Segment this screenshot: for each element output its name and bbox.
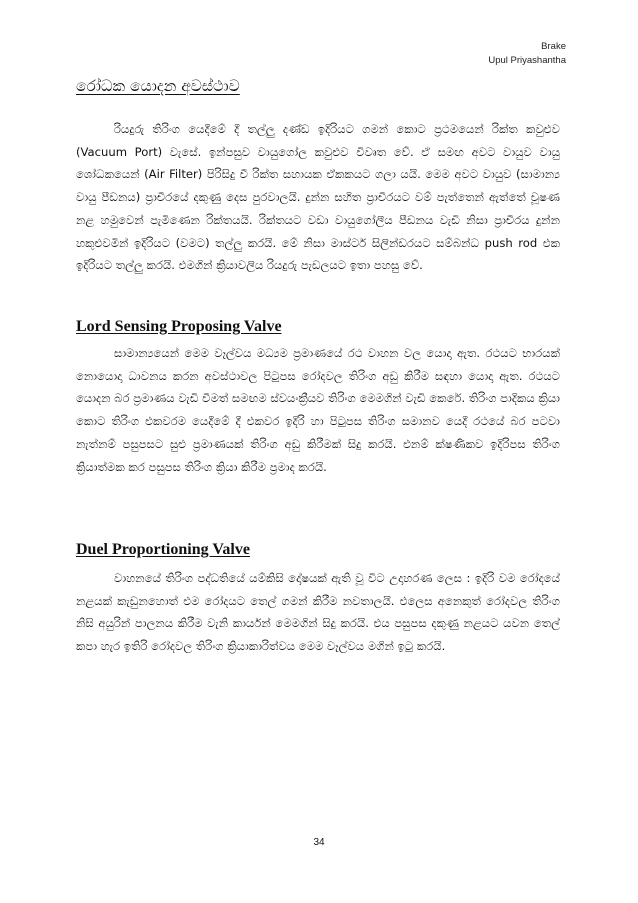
section-body-dual-proportioning-valve: වාහනයේ තිරිංග පද්ධතියේ යම්කිසි දෝෂයක් ඇති වූ විට උදාහරණ ලෙස : ඉදිරි වම රෝදයේ නළයක් කැඩුනහොත් එම රෝදයට තෙල් ගමන් කිරීම නවතාලයි. එලෙස අනෙකුත් රෝදවල තිරිංග නිසි අයුරින් පාලනය කිරීම වැනි කාර්යන් මෙමගින් සිදු කරයි. එය පසුපස දකුණු නළයට යවන තෙල් කපා හැර ඉතිරි රෝදවල තිරිංග ක්‍රියාකාරිත්වය මෙම වෑල්වය මගින් ඉටු කරයි. — [76, 571, 560, 654]
section-body-brake-application: රියදුරු තිරිංග යෙදීමේ දී තල්ලු දණ්ඩ ඉදිරියට ගමන් කොට ප්‍රථමයෙන් රික්ත කවුළුව (Vacuum Port) වැසේ. ඉන්පසුව වායුගෝල කවුළුව විවෘත වේ. ඒ සමඟ අවට වායුව වායු ශෝධකයෙන් (Air Filter) පිරිසිදු වී රික්ත සහායක ඒකකයට ගලා යයි. මෙම අවට වායුව (සාමාන්‍ය වායු පීඩනය) ප්‍රාචීරයේ දකුණු දෙස පුරවාලයි. දුන්න සහිත ප්‍රාචීරයට වම් පැත්තෙන් ඇත්තේ චූෂණ නළ හමුවෙන් පැමිණෙන රික්තයයි. රික්තයට වඩා වායුගෝලීය පීඩනය වැඩි නිසා ප්‍රාචීරය දුන්න හකුළුවමින් ඉදිරියට (වමට) තල්ලු කරයි. මේ නිසා මාස්ටර් සිලින්ඩරයට සම්බන්ධ push rod එක ඉදිරියට තල්ලු කරයි. එමගින් ක්‍රියාවලිය රියදුරු පැඩලයට ඉතා පහසු වේ. — [76, 122, 560, 273]
header-author: Upul Priyashantha — [488, 55, 566, 66]
section-title-brake-application: රෝධක යොදන අවස්ථාව — [76, 77, 240, 95]
page-header — [488, 40, 566, 68]
header-title: Brake — [541, 41, 566, 52]
page-number: 34 — [313, 837, 325, 848]
section-title-dual-proportioning-valve: Duel Proportioning Valve — [76, 541, 250, 558]
section-title-load-sensing-valve: Lord Sensing Proposing Valve — [76, 318, 282, 335]
section-body-load-sensing-valve: සාමාන්‍යයෙන් මෙම වෑල්වය මධ්‍යම ප්‍රමාණයේ රථ වාහන වල යොදා ඇත. රථයට භාරයක් නොයොදා ධාවනය කරන අවස්ථාවල පිටුපස රෝදවල තිරිංග අඩු කිරීම සඳහා යොදා ඇත. රථයට යොදන බර ප්‍රමාණය වැඩි වීමත් සමඟම ස්වයංක්‍රීයව තිරිංග මෙමගින් වැඩි කෙරේ. තිරිංග පාදිකය ක්‍රියා කොට තිරිංග එකවරම යෙදීමේ දී එකවර ඉදිරි හා පිටුපස තිරිංග සමානව යෙදී රථයේ බර පටවා නැත්නම් පසුපසට සුළු ප්‍රමාණයක් තිරිංග අඩු කිරීමක් සිදු කරයි. එනම් ක්ෂණිකව ඉදිරිපස තිරිංග ක්‍රියාත්මක කර පසුපස තිරිංග ක්‍රියා කිරීම ප්‍රමාද කරයි. — [76, 346, 560, 474]
